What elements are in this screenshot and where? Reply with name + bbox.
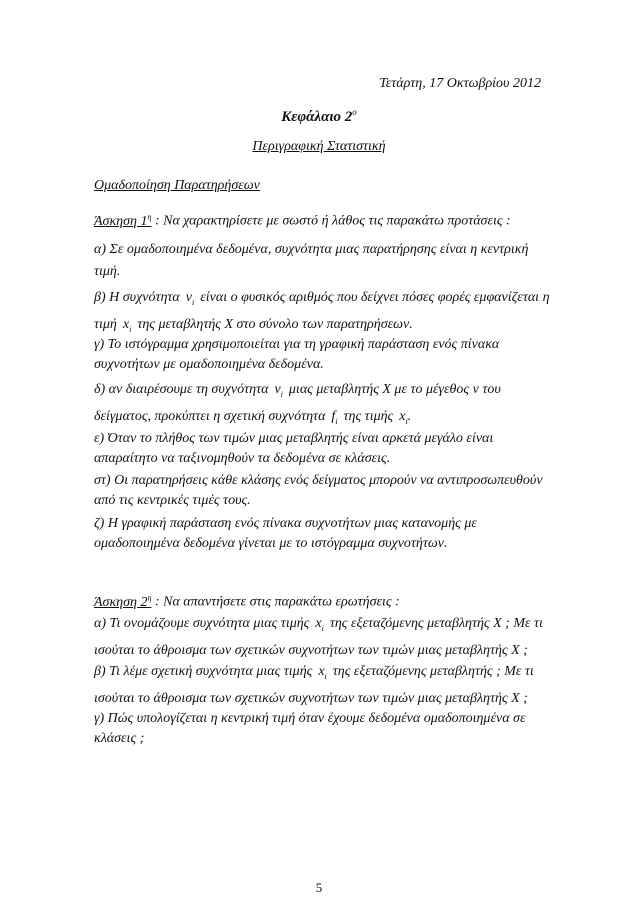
var-x-i (318, 661, 326, 688)
var-symbol: x (399, 408, 406, 424)
var-nu-i (274, 379, 282, 406)
var-subscript: i (405, 416, 408, 426)
chapter-title (0, 107, 638, 126)
item-b-text-2: της εξεταζόμενης μεταβλητής ; Με τι ισούται το άθροισμα των σχετικών συχνοτήτων των τιμών μιας μεταβλητής Χ ; (94, 664, 534, 706)
var-subscript: i (335, 416, 338, 426)
item-d-text-2: μιας μεταβλητής Χ με το μέγεθος ν του δείγματος, προκύπτει η σχετική συχνότητα (94, 382, 501, 424)
exercise1-item-z: ζ) Η γραφική παράσταση ενός πίνακα συχνοτήτων μιας κατανομής με ομαδοποιημένα δεδομένα γίνεται με το ιστόγραμμα συχνοτήτων. (94, 516, 477, 551)
var-nu-i (186, 287, 194, 314)
item-d-text-4: . (407, 408, 412, 424)
var-symbol: ν (185, 290, 192, 305)
exercise1-instruction: : Να χαρακτηρίσετε με σωστό ή λάθος τις παρακάτω προτάσεις : (154, 213, 511, 229)
exercise1-item-d (94, 379, 554, 433)
var-subscript: i (191, 297, 195, 307)
exercise2-label-sup: η (147, 593, 152, 602)
exercise1-item-e: ε) Όταν το πλήθος των τιμών μιας μεταβλητής είναι αρκετά μεγάλο είναι απαραίτητο να ταξινομηθούν τα δεδομένα σε κλάσεις. (94, 431, 494, 466)
exercise2-item-c: γ) Πώς υπολογίζεται η κεντρική τιμή όταν έχουμε δεδομένα ομαδοποιημένα σε κλάσεις ; (94, 711, 526, 746)
var-symbol: x (318, 664, 325, 679)
section-title: Ομαδοποίηση Παρατηρήσεων (94, 178, 260, 193)
var-subscript: i (280, 389, 283, 399)
exercise2-item-a (94, 613, 554, 662)
item-d-text-3: της τιμής (343, 408, 394, 424)
var-subscript: i (129, 324, 132, 334)
document-date: Τετάρτη, 17 Οκτωβρίου 2012 (379, 76, 541, 91)
var-symbol: x (315, 616, 322, 631)
exercise1-heading (94, 212, 511, 230)
var-symbol: ν (274, 382, 281, 397)
item-a-text-2: της εξεταζόμενης μεταβλητής Χ ; Με τι ισούται το άθροισμα των σχετικών συχνοτήτων των τιμών μιας μεταβλητής Χ ; (94, 616, 543, 658)
exercise1-label-text: Άσκηση 1 (94, 213, 148, 229)
var-subscript: i (324, 671, 327, 681)
item-d-text-1: δ) αν διαιρέσουμε τη συχνότητα (94, 382, 269, 397)
exercise1-label-sup: η (147, 212, 152, 221)
item-b-text-3: της μεταβλητής Χ στο σύνολο των παρατηρήσεων. (137, 316, 413, 332)
exercise1-item-c: γ) Το ιστόγραμμα χρησιμοποιείται για τη γραφική παράσταση ενός πίνακα συχνοτήτων με ομαδοποιημένα δεδομένα. (94, 337, 500, 372)
exercise2-heading (94, 593, 400, 611)
item-b-text-1: β) Τι λέμε σχετική συχνότητα μιας τιμής (94, 664, 313, 679)
exercise1-item-a: α) Σε ομαδοποιημένα δεδομένα, συχνότητα μιας παρατήρησης είναι η κεντρική τιμή. (94, 242, 529, 279)
chapter-ordinal-sup: ο (352, 107, 357, 117)
exercise2-label-text: Άσκηση 2 (94, 594, 148, 610)
exercise2-instruction: : Να απαντήσετε στις παρακάτω ερωτήσεις : (154, 594, 400, 610)
chapter-subtitle: Περιγραφική Στατιστική (252, 139, 386, 154)
var-subscript: i (321, 623, 324, 633)
exercise1-item-st: στ) Οι παρατηρήσεις κάθε κλάσης ενός δείγματος μπορούν να αντιπροσωπευθούν από τις κεντρικές τιμές τους. (94, 473, 543, 508)
exercise2-label (94, 595, 151, 610)
var-symbol: f (331, 408, 336, 424)
chapter-title-text: Κεφάλαιο 2 (281, 109, 353, 125)
exercise2-item-b (94, 661, 554, 710)
item-b-text-1: β) Η συχνότητα (94, 290, 180, 305)
page-number: 5 (315, 880, 323, 895)
var-x-i (315, 613, 323, 640)
exercise1-label (94, 214, 151, 229)
item-a-text-1: α) Τι ονομάζουμε συχνότητα μιας τιμής (94, 616, 310, 631)
item-b-text-2: είναι ο φυσικός αριθμός που δείχνει πόσες φορές εμφανίζεται η τιμή (94, 290, 550, 332)
var-symbol: x (122, 316, 130, 332)
exercise1-item-b (94, 287, 554, 341)
